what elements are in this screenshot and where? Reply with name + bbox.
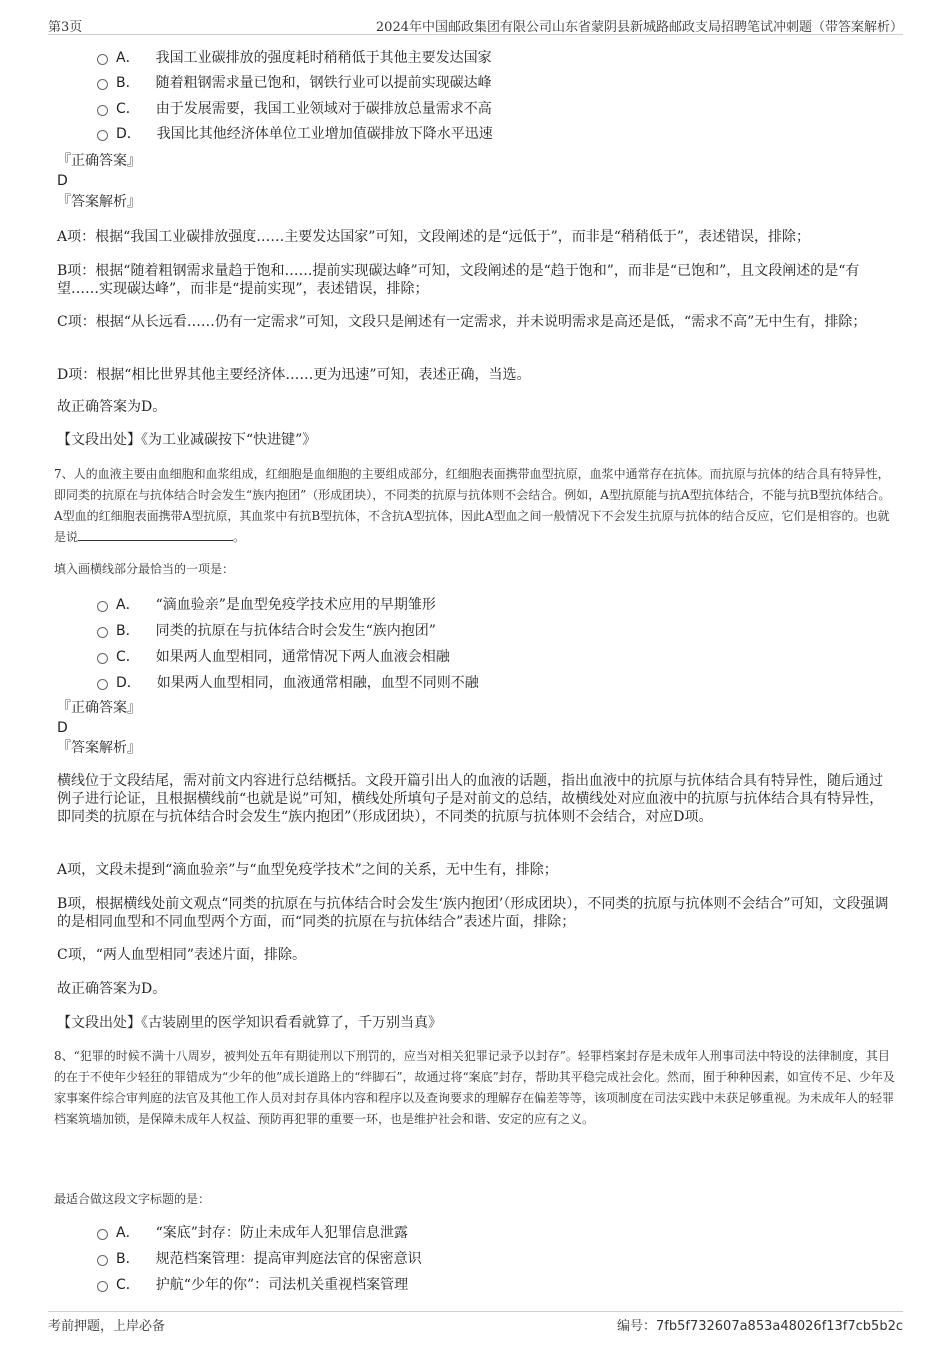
q7-source: 【文段出处】《古装剧里的医学知识看看就算了，千万别当真》 — [57, 1015, 442, 1031]
q6-option-c[interactable]: C． 由于发展需要，我国工业领域对于碳排放总量需求不高 — [97, 99, 492, 119]
q6-answer: D — [57, 173, 68, 189]
page-footer — [48, 1311, 903, 1334]
q7-option-b[interactable]: B． 同类的抗原在与抗体结合时会发生“族内抱团” — [97, 621, 436, 641]
q6-option-b[interactable]: B． 随着粗钢需求量已饱和，钢铁行业可以提前实现碳达峰 — [97, 73, 492, 93]
q6-answer-label: 『正确答案』 — [57, 153, 141, 169]
q7-option-d[interactable]: D． 如果两人血型相同，血液通常相融，血型不同则不融 — [97, 673, 479, 693]
radio-icon[interactable] — [97, 1229, 108, 1240]
q7-analysis-b: B项，根据横线处前文观点“同类的抗原在与抗体结合时会发生‘族内抱团’（形成团块），不同类的抗原与抗体则不会结合”可知，文段强调的是相同血型和不同血型两个方面，而“同类的抗原在与抗体结合”表述片面，排除； — [57, 896, 889, 930]
page-number: 第3页 — [48, 20, 83, 35]
radio-icon[interactable] — [97, 54, 108, 65]
document-title: 2024年中国邮政集团有限公司山东省蒙阴县新城路邮政支局招聘笔试冲刺题（带答案解析） — [375, 20, 903, 35]
document-code: 编号：7fb5f732607a853a48026f13f7cb5b2c — [617, 1319, 903, 1334]
q8-prompt: 最适合做这段文字标题的是： — [54, 1192, 211, 1206]
radio-icon[interactable] — [97, 653, 108, 664]
q7-analysis-label: 『答案解析』 — [57, 740, 141, 756]
q7-answer-label: 『正确答案』 — [57, 700, 141, 716]
page-header — [48, 14, 903, 35]
q7-option-a[interactable]: A． “滴血验亲”是血型免疫学技术应用的早期雏形 — [97, 595, 436, 615]
q7-prompt: 填入画横线部分最恰当的一项是： — [54, 562, 235, 576]
q7-stem: 7、人的血液主要由血细胞和血浆组成，红细胞是血细胞的主要组成部分，红细胞表面携带血型抗原，血浆中通常存在抗体。而抗原与抗体的结合具有特异性，即同类的抗原在与抗体结合时会发生“族内抱团”（形成团块），不同类的抗原与抗体则不会结合。例如，A型抗原能与抗A型抗体结合，不能与抗B型抗体结合。A型血的红细胞表面携带A型抗原，其血浆中有抗B型抗体，不含抗A型抗体，因此A型血之间一般情况下不会发生抗原与抗体的结合反应，它们是相容的。也就是说 。 — [54, 467, 891, 544]
radio-icon[interactable] — [97, 130, 108, 141]
q6-analysis-c: C项：根据“从长远看……仍有一定需求”可知，文段只是阐述有一定需求，并未说明需求是高还是低，“需求不高”无中生有，排除； — [57, 314, 867, 330]
q8-option-a[interactable]: A． “案底”封存：防止未成年人犯罪信息泄露 — [97, 1223, 408, 1243]
answer-blank — [78, 528, 233, 541]
q6-conclusion: 故正确答案为D。 — [57, 399, 167, 415]
q6-source: 【文段出处】《为工业减碳按下“快进键”》 — [57, 432, 317, 448]
q7-analysis-c: C项，“两人血型相同”表述片面，排除。 — [57, 947, 307, 963]
q6-analysis-d: D项：根据“相比世界其他主要经济体……更为迅速”可知，表述正确，当选。 — [57, 367, 531, 383]
q6-analysis-b: B项：根据“随着粗钢需求量趋于饱和……提前实现碳达峰”可知，文段阐述的是“趋于饱和”，而非是“已饱和”，且文段阐述的是“有望……实现碳达峰”，而非是“提前实现”，表述错误，排除； — [57, 263, 860, 297]
radio-icon[interactable] — [97, 601, 108, 612]
q6-option-a[interactable]: A． 我国工业碳排放的强度耗时稍稍低于其他主要发达国家 — [97, 48, 492, 68]
q8-stem: 8、“犯罪的时候不满十八周岁，被判处五年有期徒刑以下刑罚的，应当对相关犯罪记录予以封存”。轻罪档案封存是未成年人刑事司法中特设的法律制度，其目的在于不使年少轻狂的罪错成为“少年的他”成长道路上的“绊脚石”，故通过将“案底”封存，帮助其平稳完成社会化。然而，囿于种种因素，如宣传不足、少年及家事案件综合审判庭的法官及其他工作人员对封存具体内容和程序以及查询要求的理解存在偏差等等，该项制度在司法实践中未获足够重视。为未成年人的轻罪档案筑墙加锁，是保障未成年人权益、预防再犯罪的重要一环，也是维护社会和谐、安定的应有之义。 — [54, 1049, 895, 1126]
q6-analysis-label: 『答案解析』 — [57, 194, 141, 210]
q7-conclusion: 故正确答案为D。 — [57, 981, 167, 997]
q7-option-c[interactable]: C． 如果两人血型相同，通常情况下两人血液会相融 — [97, 647, 450, 667]
q8-option-c[interactable]: C． 护航“少年的你”：司法机关重视档案管理 — [97, 1275, 408, 1295]
footer-note: 考前押题，上岸必备 — [48, 1319, 166, 1334]
radio-icon[interactable] — [97, 679, 108, 690]
radio-icon[interactable] — [97, 105, 108, 116]
q7-analysis-a: A项，文段未提到“滴血验亲”与“血型免疫学技术”之间的关系，无中生有，排除； — [57, 862, 558, 878]
radio-icon[interactable] — [97, 1281, 108, 1292]
radio-icon[interactable] — [97, 627, 108, 638]
q7-analysis-summary: 横线位于文段结尾，需对前文内容进行总结概括。文段开篇引出人的血液的话题，指出血液中的抗原与抗体结合具有特异性，随后通过例子进行论证，且根据横线前“也就是说”可知，横线处所填句子是对前文的总结，故横线处对应血液中的抗原与抗体结合具有特异性，即同类的抗原在与抗体结合时会发生“族内抱团”（形成团块），不同类的抗原与抗体则不会结合，对应D项。 — [57, 773, 884, 825]
q6-analysis-a: A项：根据“我国工业碳排放强度……主要发达国家”可知，文段阐述的是“远低于”，而非是“稍稍低于”，表述错误，排除； — [57, 229, 811, 245]
radio-icon[interactable] — [97, 1255, 108, 1266]
q8-option-b[interactable]: B． 规范档案管理：提高审判庭法官的保密意识 — [97, 1249, 422, 1269]
radio-icon[interactable] — [97, 79, 108, 90]
q6-option-d[interactable]: D． 我国比其他经济体单位工业增加值碳排放下降水平迅速 — [97, 124, 493, 144]
q7-answer: D — [57, 720, 68, 736]
